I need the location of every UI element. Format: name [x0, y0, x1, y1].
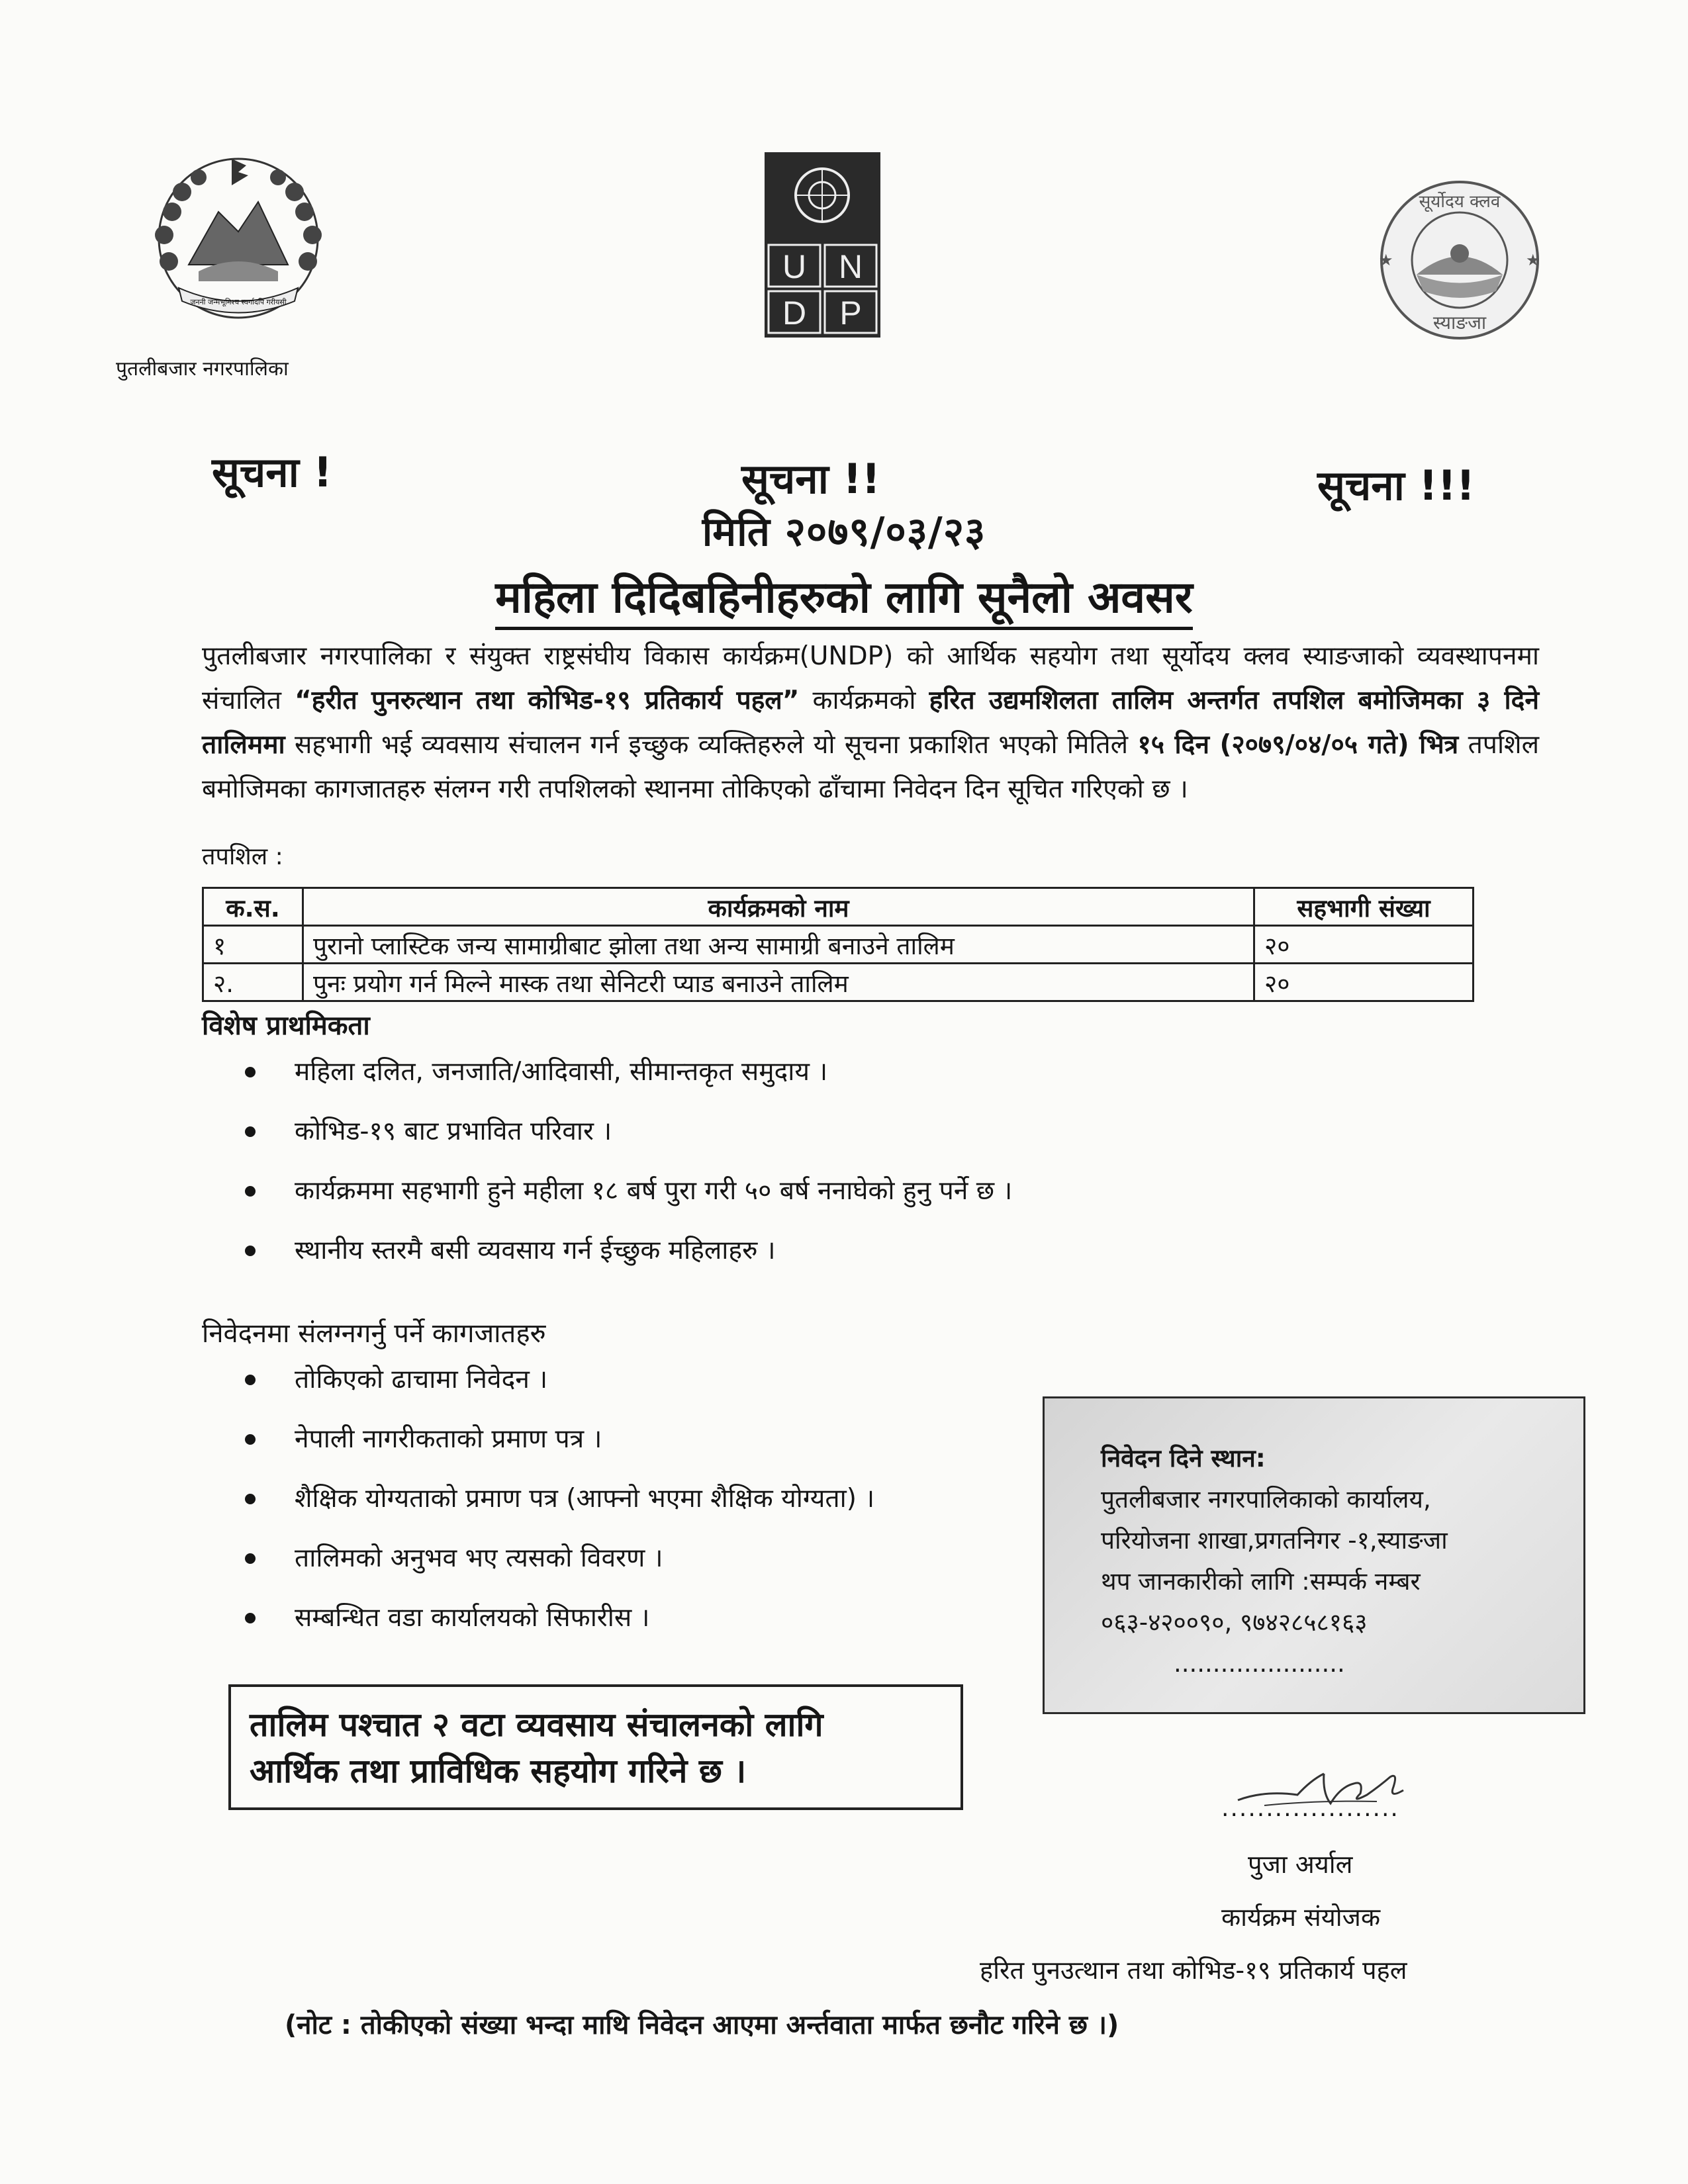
contact-numbers: ०६३-४२००९०, ९७४२८५८१६३ [1101, 1608, 1368, 1637]
list-item: कोभिड-१९ बाट प्रभावित परिवार । [245, 1112, 1012, 1171]
list-item: तोकिएको ढाचामा निवेदन । [245, 1360, 874, 1420]
undp-letter-p: P [839, 295, 862, 332]
suryodaya-club-seal-icon [1360, 175, 1559, 344]
star-icon: ★ [1526, 251, 1540, 269]
intro-text-2: कार्यक्रमको [799, 686, 929, 715]
cell-sn: २. [203, 964, 303, 1001]
cell-participants: २० [1254, 926, 1474, 964]
star-icon: ★ [1379, 251, 1393, 269]
headline-text: महिला दिदिबहिनीहरुको लागि सूनैलो अवसर [495, 572, 1192, 630]
documents-list [245, 1360, 874, 1658]
intro-paragraph [202, 634, 1539, 811]
program-table [202, 887, 1474, 1002]
notice-date: मिति २०७९/०३/२३ [702, 509, 986, 555]
signature-line: .................... [1221, 1795, 1399, 1822]
priority-list [245, 1052, 1012, 1291]
list-item: तालिमको अनुभव भए त्यसको विवरण । [245, 1539, 874, 1598]
application-address-box [1043, 1396, 1585, 1714]
list-item: महिला दलित, जनजाति/आदिवासी, सीमान्तकृत समुदाय । [245, 1052, 1012, 1112]
support-line: आर्थिक तथा प्राविधिक सहयोग गरिने छ । [250, 1752, 747, 1790]
intro-text-3: सहभागी भई व्यवसाय संचालन गर्न इच्छुक व्यक्तिहरुले यो सूचना प्रकाशित भएको मितिले [285, 730, 1138, 760]
undp-letter-u: U [782, 248, 807, 285]
undp-logo-icon [765, 152, 880, 338]
program-title: “हरीत पुनरुत्थान तथा कोभिड-१९ प्रतिकार्य पहल” [295, 686, 800, 715]
table-header-row [203, 888, 1474, 926]
list-item: सम्बन्धित वडा कार्यालयको सिफारीस । [245, 1598, 874, 1658]
footer-note: (नोट : तोकीएको संख्या भन्दा माथि निवेदन आएमा अर्न्तवाता मार्फत छनौट गरिने छ ।) [285, 2010, 1119, 2040]
tapashil-label: तपशिल : [202, 843, 283, 870]
municipality-name: पुतलीबजार नगरपालिका [116, 357, 289, 381]
table-row [203, 964, 1474, 1001]
right-seal-top-text: सूर्योदय क्लव [1419, 192, 1501, 212]
deadline: १५ दिन (२०७९/०४/०५ गते) भित्र [1137, 730, 1459, 760]
list-item: नेपाली नागरीकताको प्रमाण पत्र । [245, 1420, 874, 1479]
list-item: कार्यक्रममा सहभागी हुने महीला १८ बर्ष पुरा गरी ५० बर्ष ननाघेको हुनु पर्ने छ । [245, 1171, 1012, 1231]
support-box [228, 1684, 963, 1810]
col-header-sn: क.स. [203, 888, 303, 926]
address-dots: ...................... [1174, 1649, 1345, 1678]
headline [0, 566, 1688, 625]
address-line: थप जानकारीको लागि :सम्पर्क नम्बर [1101, 1567, 1421, 1596]
training-scope: हरित उद्यमशिलता तालिम अन्तर्गत तपशिल बमोजिमका ३ दिने तालिममा [202, 686, 1540, 760]
notice-heading-2: सूचना !! [741, 455, 880, 503]
col-header-participants: सहभागी संख्या [1254, 888, 1474, 926]
signatory-org: हरित पुनउत्थान तथा कोभिड-१९ प्रतिकार्य पहल [980, 1956, 1407, 1985]
documents-heading: निवेदनमा संलग्नगर्नु पर्ने कागजातहरु [202, 1318, 546, 1349]
signatory-title: कार्यक्रम संयोजक [1221, 1903, 1381, 1932]
cell-program: पुनः प्रयोग गर्न मिल्ने मास्क तथा सेनिटरी प्याड बनाउने तालिम [303, 964, 1254, 1001]
address-line: परियोजना शाखा,प्रगतनिगर -१,स्याङजा [1101, 1526, 1448, 1555]
nepal-emblem-icon [132, 139, 344, 338]
intro-text-1: पुतलीबजार नगरपालिका र संयुक्त राष्ट्रसंघीय विकास कार्यक्रम(UNDP) को आर्थिक सहयोग तथा सूर्योदय क्लव स्याङजाको व्यवस्थापनमा संचालित [202, 641, 1539, 715]
support-line: तालिम पश्चात २ वटा व्यवसाय संचालनको लागि [250, 1706, 823, 1744]
undp-letter-n: N [838, 248, 863, 285]
cell-participants: २० [1254, 964, 1474, 1001]
cell-sn: १ [203, 926, 303, 964]
left-seal-motto: जननी जन्मभूमिश्च स्वर्गादपि गरीयसी [190, 298, 287, 306]
address-line: पुतलीबजार नगरपालिकाको कार्यालय, [1101, 1485, 1431, 1514]
cell-program: पुरानो प्लास्टिक जन्य सामाग्रीबाट झोला तथा अन्य सामाग्री बनाउने तालिम [303, 926, 1254, 964]
address-title: निवेदन दिने स्थान: [1101, 1444, 1266, 1473]
undp-letter-d: D [782, 295, 807, 332]
notice-heading-1: सूचना ! [212, 448, 332, 496]
notice-heading-3: सूचना !!! [1317, 461, 1476, 510]
intro-text-4: तपशिल बमोजिमका कागजातहरु संलग्न गरी तपशिलको स्थानमा तोकिएको ढाँचामा निवेदन दिन सूचित गरिएको छ । [202, 730, 1540, 804]
signatory-name: पुजा अर्याल [1248, 1850, 1353, 1879]
col-header-program: कार्यक्रमको नाम [303, 888, 1254, 926]
priority-heading: विशेष प्राथमिकता [202, 1011, 370, 1041]
list-item: स्थानीय स्तरमै बसी व्यवसाय गर्न ईच्छुक महिलाहरु । [245, 1231, 1012, 1291]
table-row [203, 926, 1474, 964]
right-seal-bottom-text: स्याङजा [1432, 312, 1487, 334]
list-item: शैक्षिक योग्यताको प्रमाण पत्र (आफ्नो भएमा शैक्षिक योग्यता) । [245, 1479, 874, 1539]
